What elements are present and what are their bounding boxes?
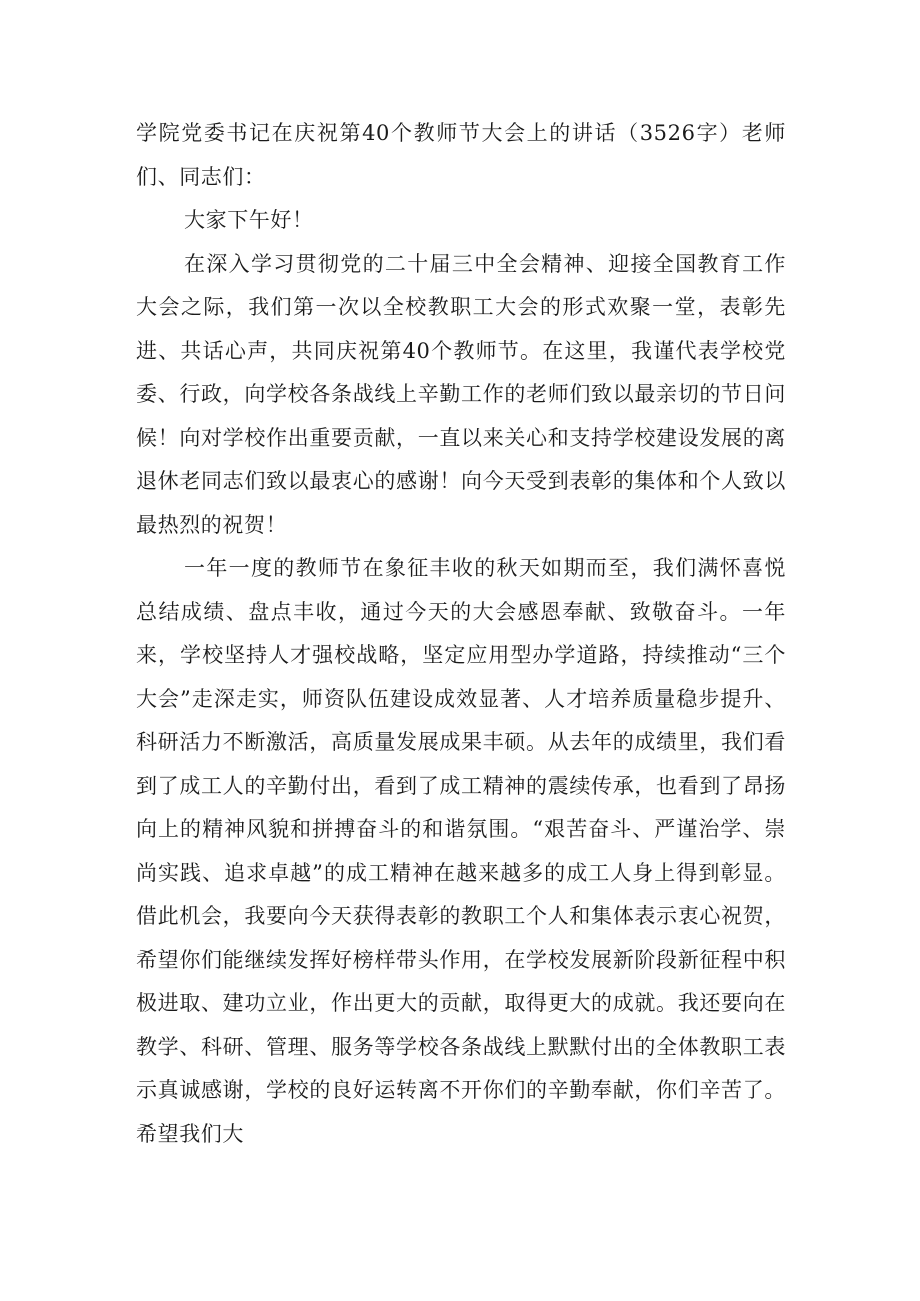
opening-paragraph: 在深入学习贯彻党的二十届三中全会精神、迎接全国教育工作大会之际，我们第一次以全校教职工大会的形式欢聚一堂，表彰先进、共话心声，共同庆祝第40个教师节。在这里，我谨代表学校党委、行政，向学校各条战线上辛勤工作的老师们致以最亲切的节日问候！向对学校作出重要贡献，一直以来关心和支持学校建设发展的离退休老同志们致以最衷心的感谢！向今天受到表彰的集体和个人致以最热烈的祝贺！ bbox=[136, 251, 786, 537]
review-paragraph: 一年一度的教师节在象征丰收的秋天如期而至，我们满怀喜悦总结成绩、盘点丰收，通过今天的大会感恩奉献、致敬奋斗。一年来，学校坚持人才强校战略，坚定应用型办学道路，持续推动“三个大会”走深走实，师资队伍建设成效显著、人才培养质量稳步提升、科研活力不断激活，高质量发展成果丰硕。从去年的成绩里，我们看到了成工人的辛勤付出，看到了成工精神的震续传承，也看到了昂扬向上的精神风貌和拼搏奋斗的和谐氛围。“艰苦奋斗、严谨治学、崇尚实践、追求卓越”的成工精神在越来越多的成工人身上得到彰显。借此机会，我要向今天获得表彰的教职工个人和集体表示衷心祝贺，希望你们能继续发挥好榜样带头作用，在学校发展新阶段新征程中积极进取、建功立业，作出更大的贡献，取得更大的成就。我还要向在教学、科研、管理、服务等学校各条战线上默默付出的全体教职工表示真诚感谢，学校的良好运转离不开你们的辛勤奉献，你们辛苦了。希望我们大 bbox=[136, 556, 786, 1146]
speech-title: 学院党委书记在庆祝第40个教师节大会上的讲话（3526字）老师们、同志们： bbox=[136, 121, 786, 189]
greeting-paragraph: 大家下午好！ bbox=[184, 208, 314, 232]
document-body bbox=[136, 112, 786, 1156]
